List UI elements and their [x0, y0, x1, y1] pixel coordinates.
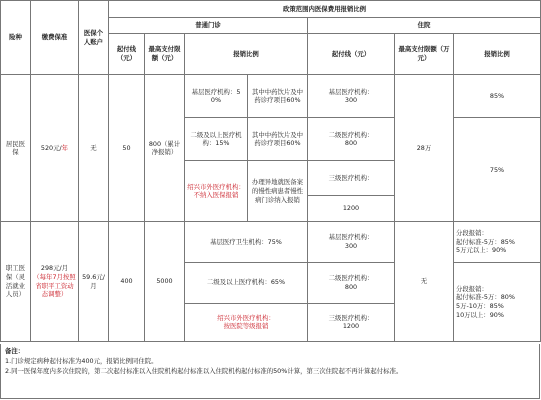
employee-premium-value: 298元/月 [40, 264, 69, 273]
resident-op-chronic-note: 办理异地就医备案的慢性病患者慢性病门诊纳入报销 [248, 161, 308, 222]
employee-op-max-pay: 5000 [145, 222, 185, 342]
header-ip-max-pay: 最高支付限额（万元） [395, 33, 454, 75]
resident-premium [31, 75, 79, 222]
header-op-max-pay: 最高支付限额（元） [145, 33, 185, 75]
employee-ip-ratio-basic-line: 5万元以上：90% [456, 246, 507, 255]
resident-op-deductible: 50 [109, 75, 145, 222]
resident-ip-tier-secondary [308, 118, 395, 161]
employee-ip-tier-basic-level: 基层医疗机构： [328, 233, 374, 242]
resident-op-tier-secondary: 二级及以上医疗机构：15% [185, 118, 248, 161]
employee-op-out-city [185, 303, 308, 341]
header-ip-deductible: 起付线（元） [308, 33, 395, 75]
notes-line-1: 1.门诊规定病种起付标准为400元，报销比例同住院。 [5, 356, 158, 365]
resident-op-tier-basic-tcm: 其中中药饮片及中药诊疗项目60% [248, 75, 308, 118]
employee-ip-tier-tertiary-level: 三级医疗机构： [328, 313, 374, 322]
employee-ip-ratio-basic-line: 分段报销： [456, 229, 488, 238]
employee-op-tier-secondary: 二级及以上医疗机构：65% [185, 262, 308, 303]
employee-op-out-city-note: 按医院等级报销 [223, 322, 269, 331]
employee-ip-ratio-basic [454, 222, 541, 263]
resident-ip-tier-tertiary-level: 三级医疗机构： [328, 173, 374, 182]
notes-line-2: 2.同一医保年度内多次住院的，第二次起付标准以入住院机构起付标准以入住院机构起付标准的50%计算，第三次住院起不再计算起付标准。 [5, 366, 403, 375]
resident-ip-tier-basic [308, 75, 395, 118]
header-op-deductible: 起付线（元） [109, 33, 145, 75]
resident-op-out-city-label: 绍兴市外医疗机构： [187, 182, 245, 191]
employee-ip-ratio-higher [454, 262, 541, 341]
employee-type: 职工医保（灵活就业人员） [1, 222, 31, 342]
employee-premium-note: （每年7月按照省职平工资动态调整） [33, 272, 76, 299]
resident-op-tier-basic: 基层医疗机构：50% [185, 75, 248, 118]
resident-premium-value: 520元/ [40, 144, 62, 153]
employee-ip-tier-basic [308, 222, 395, 263]
notes-title: 备注： [5, 347, 25, 355]
employee-ip-tier-secondary-level: 二级医疗机构： [328, 274, 374, 283]
employee-ip-tier-secondary-deductible: 800 [344, 282, 358, 291]
employee-ip-ratio-higher-line: 5万-10万：85% [456, 301, 504, 310]
employee-personal-account: 59.6元/月 [79, 222, 109, 342]
employee-op-out-city-label: 绍兴市外医疗机构： [217, 313, 275, 322]
employee-ip-tier-tertiary [308, 303, 395, 341]
employee-ip-ratio-basic-line: 起付标准-5万：85% [456, 237, 515, 246]
employee-ip-ratio-higher-line: 起付标准-5万：80% [456, 293, 515, 302]
resident-personal-account: 无 [79, 75, 109, 222]
employee-premium [31, 222, 79, 342]
resident-ip-tier-secondary-deductible: 800 [344, 139, 358, 148]
resident-ip-tier-basic-level: 基层医疗机构： [328, 87, 374, 96]
header-ip-ratio: 报销比例 [454, 33, 541, 75]
notes-section [0, 344, 540, 399]
header-policy-range: 政策范围内医保费用报销比例 [109, 1, 541, 18]
resident-ip-max-pay: 28万 [395, 75, 454, 222]
resident-premium-unit: 年 [61, 144, 69, 153]
employee-ip-max-pay: 无 [395, 222, 454, 342]
resident-ip-ratio-higher: 75% [454, 118, 541, 222]
employee-ip-tier-secondary [308, 262, 395, 303]
resident-op-tier-secondary-tcm: 其中中药饮片及中药诊疗项目60% [248, 118, 308, 161]
employee-ip-tier-tertiary-deductible: 1200 [342, 322, 360, 331]
header-inpatient: 住院 [308, 17, 541, 33]
resident-op-max-pay: 800（累计净报销） [145, 75, 185, 222]
header-personal-account: 医保个人账户 [79, 1, 109, 75]
header-outpatient: 普通门诊 [109, 17, 308, 33]
resident-ip-tier-secondary-level: 二级医疗机构： [328, 130, 374, 139]
header-type: 险种 [1, 1, 31, 75]
resident-ip-ratio-basic: 85% [454, 75, 541, 118]
header-op-ratio: 报销比例 [185, 33, 308, 75]
employee-op-deductible: 400 [109, 222, 145, 342]
resident-ip-tier-basic-deductible: 300 [344, 96, 358, 105]
resident-op-out-city [185, 161, 248, 222]
resident-ip-tier-tertiary-deductible: 1200 [308, 196, 395, 222]
employee-ip-tier-basic-deductible: 300 [344, 242, 358, 251]
resident-op-out-city-note: 不纳入医保报销 [193, 191, 239, 200]
header-premium: 缴费保准 [31, 1, 79, 75]
employee-ip-ratio-higher-line: 10万以上：90% [456, 310, 504, 319]
employee-op-tier-basic: 基层医疗卫生机构：75% [185, 222, 308, 263]
employee-ip-ratio-higher-line: 分段报销： [456, 284, 488, 293]
resident-type: 居民医保 [1, 75, 31, 222]
resident-ip-tier-tertiary [308, 161, 395, 196]
